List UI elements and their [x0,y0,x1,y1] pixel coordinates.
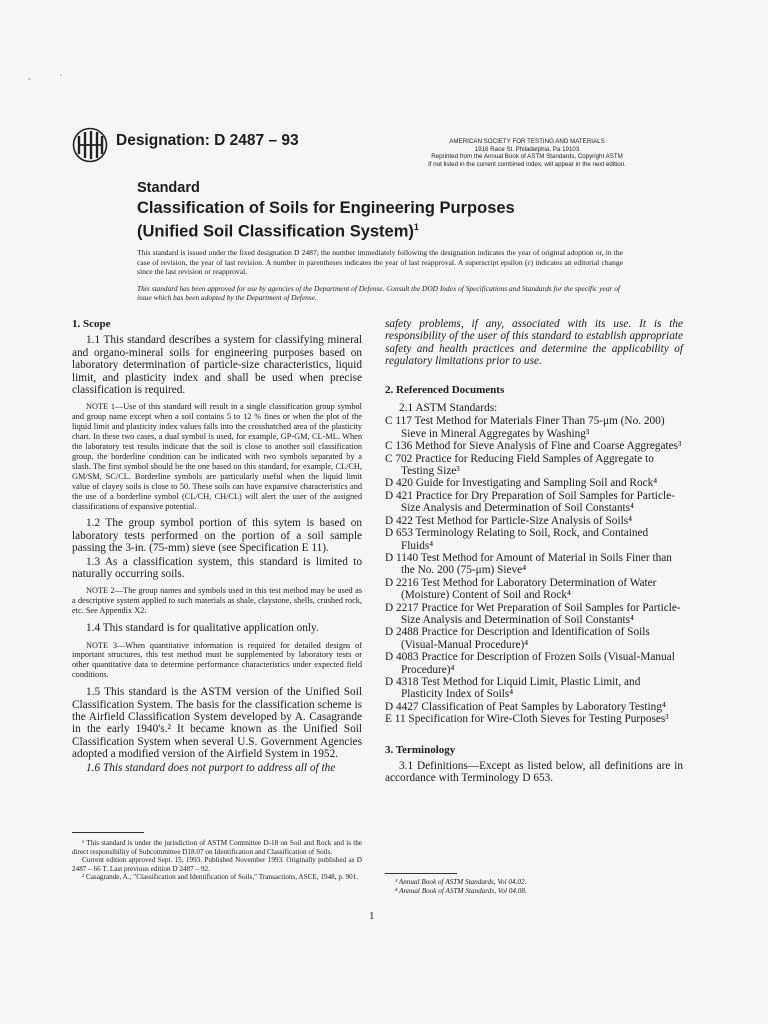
footnotes-left [72,832,362,882]
list-item: C 117 Test Method for Materials Finer Than 75-μm (No. 200) Sieve in Mineral Aggregates by Washing³ [385,415,665,440]
scan-speck [28,78,31,80]
astm-standards-subheading: 2.1 ASTM Standards: [399,402,498,415]
astm-logo [72,126,108,164]
publisher-line: Reprinted from the Annual Book of ASTM Standards, Copyright ASTM [431,153,623,161]
note-1: NOTE 1—Use of this standard will result in a single classification group symbol and group name except when a soil contains 5 to 12 % fines or when the plot of the liquid limit and plasticity index values falls into the crosshatched area of the plasticity chart. In these two cases, a dual symbol is used, for example, GP-GM, CL-ML. When the laboratory test results indicate that the soil is close to another soil classification group, the borderline condition can be indicated with two symbols separated by a slash. The first symbol should be the one based on this standard, for example, CL/CH, GM/SM, SC/CL. Borderline symbols are particularly useful when the liquid limit value of clayey soils is close to 50. These soils can have expansive characteristics and the use of a borderline symbol (CL/CH, CH/CL) will alert the user of the assigned classifications of expansive potential. [72,402,362,511]
footnote-rule [72,832,144,833]
list-item: E 11 Specification for Wire-Cloth Sieves for Testing Purposes³ [385,713,669,726]
footnote-rule [385,873,457,874]
right-column [385,318,683,786]
title-line-2-text: (Unified Soil Classification System) [137,222,414,241]
referenced-documents-list [385,415,683,725]
scan-speck [60,74,62,76]
document-title [137,199,557,242]
list-item: D 2216 Test Method for Laboratory Determination of Water (Moisture) Content of Soil and Rock⁴ [385,576,657,602]
title-line-1: Classification of Soils for Engineering Purposes [137,199,515,217]
list-item: D 4427 Classification of Peat Samples by Laboratory Testing⁴ [385,700,666,713]
list-item: C 702 Practice for Reducing Field Samples of Aggregate to Testing Size³ [385,452,654,478]
footnote-4: ⁴ Annual Book of ASTM Standards, Vol 04.08. [395,886,527,895]
paragraph-3-1: 3.1 Definitions—Except as listed below, all definitions are in accordance with Terminology D 653. [385,760,683,785]
publisher-block [398,138,656,168]
paragraph-1-1: 1.1 This standard describes a system for classifying mineral and organo-mineral soils for engineering purposes based on laboratory determination of particle-size characteristics, liquid limit, and plasticity index and shall be used when precise classification is required. [72,334,362,397]
list-item: D 1140 Test Method for Amount of Material in Soils Finer than the No. 200 (75-μm) Sieve⁴ [385,551,672,577]
section-heading-referenced-documents: 2. Referenced Documents [385,383,505,396]
issuance-statement: This standard is issued under the fixed designation D 2487; the number immediately following the designation indicates the year of original adoption or, in the case of revision, the year of last revision. A number in parentheses indicates the year of last reapproval. A superscript epsilon (ε) indicates an editorial change since the last revision or reapproval. [137,248,623,277]
paragraph-1-2: 1.2 The group symbol portion of this sytem is based on laboratory tests performed on the portion of a soil sample passing the 3-in. (75-mm) sieve (see Specification E 11). [72,517,362,555]
publisher-line: 1916 Race St. Philadelphia, Pa 19103 [474,145,580,153]
list-item: D 653 Terminology Relating to Soil, Rock, and Contained Fluids⁴ [385,527,649,552]
page-number: 1 [369,910,375,922]
list-item: D 4318 Test Method for Liquid Limit, Plastic Limit, and Plasticity Index of Soils⁴ [385,675,641,701]
list-item: D 422 Test Method for Particle-Size Analysis of Soils⁴ [385,514,633,527]
title-line-2 [137,218,557,242]
standard-label: Standard [137,180,200,196]
list-item: D 2217 Practice for Wet Preparation of Soil Samples for Particle-Size Analysis and Determination of Soil Constants⁴ [385,601,681,626]
publisher-line: If not listed in the current combined index, will appear in the next edition. [428,160,626,168]
paragraph-1-6-start: 1.6 This standard does not purport to address all of the [86,761,336,774]
section-heading-scope: 1. Scope [72,318,111,330]
section-heading-terminology: 3. Terminology [385,743,456,756]
list-item: D 421 Practice for Dry Preparation of Soil Samples for Particle-Size Analysis and Determination of Soil Constants⁴ [385,489,675,515]
footnote-2: ² Casagrande, A., "Classification and Identification of Soils," Transactions, ASCE, 1948, p. 901. [82,873,359,882]
left-column [72,318,362,775]
list-item: D 4083 Practice for Description of Frozen Soils (Visual-Manual Procedure)⁴ [385,651,675,676]
designation: Designation: D 2487 – 93 [116,132,299,149]
list-item: D 2488 Practice for Description and Identification of Soils (Visual-Manual Procedure)⁴ [385,626,650,651]
list-item: D 420 Guide for Investigating and Sampling Soil and Rock⁴ [385,477,658,490]
publisher-line: AMERICAN SOCIETY FOR TESTING AND MATERIALS [449,138,605,145]
dod-approval-statement: This standard has been approved for use by agencies of the Department of Defense. Consult the DOD Index of Specifications and Standards for the specific year of issue which has been adopted by the Department of Defense. [137,284,620,303]
paragraph-1-5: 1.5 This standard is the ASTM version of the Unified Soil Classification System. The basis for the classification scheme is the Airfield Classification System developed by A. Casagrande in the early 1940's.² It became known as the Unified Soil Classification System when several U.S. Government Agencies adopted a modified version of the Airfield System in 1952. [72,686,362,761]
footnotes-right [385,873,683,895]
list-item: C 136 Method for Sieve Analysis of Fine and Coarse Aggregates³ [385,440,682,453]
note-3: NOTE 3—When quantitative information is required for detailed designs of important structures, this test method must be supplemented by laboratory tests or other quantitative data to determine performance characteristics under expected field conditions. [72,640,362,680]
paragraph-1-3: 1.3 As a classification system, this standard is limited to naturally occurring soils. [72,555,362,581]
note-2: NOTE 2—The group names and symbols used in this test method may be used as a descriptive system applied to such materials as shale, claystone, shells, crushed rock, etc. See Appendix X2. [72,586,362,616]
footnote-1: ¹ This standard is under the jurisdiction of ASTM Committee D-18 on Soil and Rock and is the direct responsibility of Subcommittee D18.07 on Identification and Classification of Soils. [72,839,362,856]
footnote-1-edition: Current edition approved Sept. 15, 1993. Published November 1993. Originally published as D 2487 – 66 T. Last previous edition D 2487 – 92. [72,856,362,873]
footnote-3: ³ Annual Book of ASTM Standards, Vol 04.02. [395,878,527,886]
paragraph-1-6-continued: safety problems, if any, associated with its use. It is the responsibility of the user of this standard to establish appropriate safety and health practices and determine the applicability of regulatory limitations prior to use. [385,318,683,368]
title-footnote-mark: 1 [413,222,419,232]
paragraph-1-4: 1.4 This standard is for qualitative application only. [86,622,319,635]
